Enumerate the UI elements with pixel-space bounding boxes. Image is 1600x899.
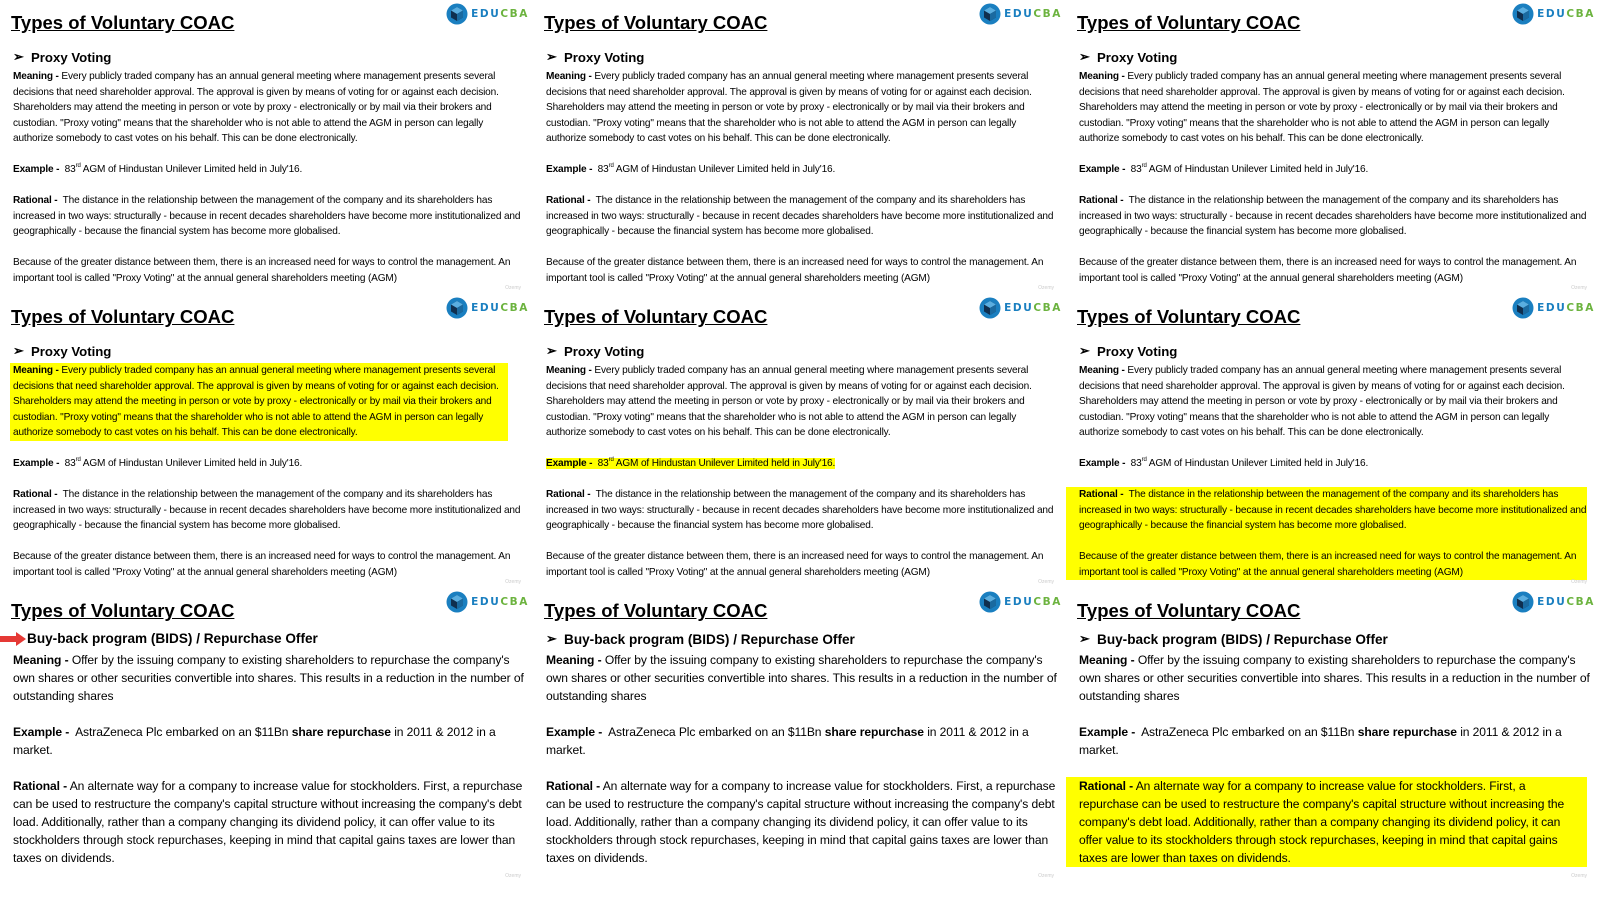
rational-label: Rational - (546, 779, 601, 793)
meaning-text: Offer by the issuing company to existing shareholders to repurchase the company's own shares or other securities convertible into shares. This results in a reduction in the number of outstanding shares (546, 653, 1057, 703)
watermark: Ozemy (1038, 285, 1054, 291)
rational-paragraph (546, 193, 1058, 286)
rational-text: The distance in the relationship between the management of the company and its shareholders has increased in two ways: structurally - because in recent decades shareholders have become more institutionalized and geographically - because the financial system has become more globalised. (13, 195, 521, 237)
rational-text: The distance in the relationship between the management of the company and its shareholders has increased in two ways: structurally - because in recent decades shareholders have become more institutionalized and geographically - because the financial system has become more globalised. (1079, 489, 1587, 531)
educba-logo-text: EDUCBA (471, 302, 529, 314)
example-label: Example - (546, 458, 593, 469)
rational-label: Rational - (1079, 779, 1134, 793)
section-heading (546, 49, 644, 65)
rational-text: An alternate way for a company to increase value for stockholders. First, a repurchase can be used to restructure the company's capital structure without increasing the company's debt load. Additionally, rather than a company changing its dividend policy, it can offer value to its stockholders through stock repurchases, keeping in mind that capital gains taxes are lower than taxes on dividends. (546, 779, 1056, 865)
section-heading-label: Buy-back program (BIDS) / Repurchase Offer (27, 631, 318, 646)
example-text-end: in 2011 & 2012 in a market. (1079, 725, 1562, 757)
closing-text: Because of the greater distance between them, there is an increased need for ways to control the management. An important tool is called "Proxy Voting" at the annual general shareholders meeting (AGM) (546, 551, 1044, 578)
slide-7 (0, 588, 533, 887)
rational-label: Rational - (1079, 489, 1124, 500)
meaning-label: Meaning - (13, 653, 69, 667)
educba-logo (446, 297, 529, 319)
example-paragraph (546, 456, 1058, 472)
meaning-label: Meaning - (13, 365, 59, 376)
educba-logo-icon (1512, 591, 1534, 613)
example-text-end: in 2011 & 2012 in a market. (546, 725, 1029, 757)
red-arrow-icon (0, 632, 26, 646)
educba-logo-text: EDUCBA (1537, 596, 1595, 608)
bullet-arrow-icon: ➢ (1079, 49, 1090, 64)
meaning-label: Meaning - (546, 71, 592, 82)
section-heading (13, 49, 111, 65)
meaning-paragraph (546, 69, 1058, 147)
example-suffix: rd (75, 457, 81, 463)
section-heading (1079, 631, 1388, 647)
slide-title: Types of Voluntary COAC (544, 600, 768, 621)
section-heading (1079, 343, 1177, 359)
educba-logo-text: EDUCBA (1537, 8, 1595, 20)
slide-1 (0, 0, 533, 299)
example-label: Example - (13, 725, 70, 739)
slide-title: Types of Voluntary COAC (1077, 12, 1301, 33)
educba-logo-text: EDUCBA (1004, 596, 1062, 608)
section-heading-label: Proxy Voting (31, 49, 112, 65)
bullet-arrow-icon: ➢ (546, 631, 557, 646)
example-text-start: AstraZeneca Plc embarked on an $11Bn (1141, 725, 1355, 739)
educba-logo-icon (979, 3, 1001, 25)
meaning-text: Offer by the issuing company to existing shareholders to repurchase the company's own shares or other securities convertible into shares. This results in a reduction in the number of outstanding shares (13, 653, 524, 703)
rational-label: Rational - (546, 195, 591, 206)
example-text-start: AstraZeneca Plc embarked on an $11Bn (608, 725, 822, 739)
meaning-paragraph (1079, 363, 1591, 441)
rational-text: An alternate way for a company to increase value for stockholders. First, a repurchase can be used to restructure the company's capital structure without increasing the company's debt load. Additionally, rather than a company changing its dividend policy, it can offer value to its stockholders through stock repurchases, keeping in mind that capital gains taxes are lower than taxes on dividends. (1079, 779, 1565, 865)
section-heading-label: Proxy Voting (564, 49, 645, 65)
meaning-label: Meaning - (1079, 365, 1125, 376)
meaning-paragraph (546, 363, 1058, 441)
section-heading-label: Buy-back program (BIDS) / Repurchase Offer (564, 631, 855, 647)
watermark: Ozemy (1571, 873, 1587, 879)
educba-logo-icon (979, 297, 1001, 319)
rational-label: Rational - (546, 489, 591, 500)
closing-text: Because of the greater distance between them, there is an increased need for ways to control the management. An important tool is called "Proxy Voting" at the annual general shareholders meeting (AGM) (13, 551, 511, 578)
example-number: 83 (1130, 458, 1142, 469)
watermark: Ozemy (505, 873, 521, 879)
bullet-arrow-icon: ➢ (546, 343, 557, 358)
bullet-arrow-icon: ➢ (13, 343, 24, 358)
example-suffix: rd (75, 163, 81, 169)
meaning-label: Meaning - (1079, 71, 1125, 82)
slide-title: Types of Voluntary COAC (1077, 600, 1301, 621)
slide-title: Types of Voluntary COAC (11, 12, 235, 33)
educba-logo (979, 591, 1062, 613)
meaning-text: Every publicly traded company has an annual general meeting where management presents several decisions that need shareholder approval. The approval is given by means of voting for or against each decision. Shareholders may attend the meeting in person or vote by proxy - electronically or by mail via their brokers and custodian. "Proxy voting" means that the shareholder who is not able to attend the AGM in person can legally authorize somebody to cast votes on his behalf. This can be done electronically. (1079, 71, 1565, 144)
example-paragraph (546, 162, 1058, 178)
example-label: Example - (13, 458, 60, 469)
meaning-label: Meaning - (13, 71, 59, 82)
slide-title: Types of Voluntary COAC (11, 600, 235, 621)
rational-paragraph (1066, 777, 1587, 867)
rational-paragraph (546, 487, 1058, 580)
example-paragraph (1079, 162, 1591, 178)
example-label: Example - (546, 725, 603, 739)
rational-paragraph (546, 777, 1058, 867)
rational-label: Rational - (13, 195, 58, 206)
example-text: AGM of Hindustan Unilever Limited held in July'16. (1148, 164, 1369, 175)
meaning-text: Every publicly traded company has an annual general meeting where management presents several decisions that need shareholder approval. The approval is given by means of voting for or against each decision. Shareholders may attend the meeting in person or vote by proxy - electronically or by mail via their brokers and custodian. "Proxy voting" means that the shareholder who is not able to attend the AGM in person can legally authorize somebody to cast votes on his behalf. This can be done electronically. (546, 365, 1032, 438)
watermark: Ozemy (1038, 579, 1054, 585)
educba-logo-text: EDUCBA (1537, 302, 1595, 314)
section-heading (13, 631, 318, 646)
rational-label: Rational - (13, 779, 68, 793)
example-number: 83 (1130, 164, 1142, 175)
educba-logo-text: EDUCBA (471, 8, 529, 20)
rational-text: The distance in the relationship between the management of the company and its shareholders has increased in two ways: structurally - because in recent decades shareholders have become more institutionalized and geographically - because the financial system has become more globalised. (1079, 195, 1587, 237)
educba-logo-text: EDUCBA (1004, 8, 1062, 20)
rational-text: The distance in the relationship between the management of the company and its shareholders has increased in two ways: structurally - because in recent decades shareholders have become more institutionalized and geographically - because the financial system has become more globalised. (13, 489, 521, 531)
educba-logo-icon (446, 3, 468, 25)
rational-paragraph (13, 193, 525, 286)
closing-text: Because of the greater distance between them, there is an increased need for ways to control the management. An important tool is called "Proxy Voting" at the annual general shareholders meeting (AGM) (1079, 551, 1577, 578)
section-heading-label: Proxy Voting (1097, 343, 1178, 359)
example-number: 83 (64, 164, 76, 175)
example-label: Example - (13, 164, 60, 175)
meaning-paragraph (13, 69, 525, 147)
rational-label: Rational - (13, 489, 58, 500)
example-suffix: rd (1141, 163, 1147, 169)
closing-text: Because of the greater distance between them, there is an increased need for ways to control the management. An important tool is called "Proxy Voting" at the annual general shareholders meeting (AGM) (546, 257, 1044, 284)
rational-paragraph (1066, 487, 1587, 580)
rational-text: The distance in the relationship between the management of the company and its shareholders has increased in two ways: structurally - because in recent decades shareholders have become more institutionalized and geographically - because the financial system has become more globalised. (546, 489, 1054, 531)
meaning-paragraph (13, 651, 525, 705)
example-text-end: in 2011 & 2012 in a market. (13, 725, 496, 757)
example-label: Example - (1079, 725, 1136, 739)
section-heading (546, 343, 644, 359)
rational-paragraph (13, 777, 525, 867)
example-suffix: rd (1141, 457, 1147, 463)
meaning-paragraph (546, 651, 1058, 705)
slide-title: Types of Voluntary COAC (11, 306, 235, 327)
bullet-arrow-icon: ➢ (13, 49, 24, 64)
slide-title: Types of Voluntary COAC (544, 306, 768, 327)
educba-logo-icon (1512, 3, 1534, 25)
watermark: Ozemy (1571, 285, 1587, 291)
meaning-text: Every publicly traded company has an annual general meeting where management presents several decisions that need shareholder approval. The approval is given by means of voting for or against each decision. Shareholders may attend the meeting in person or vote by proxy - electronically or by mail via their brokers and custodian. "Proxy voting" means that the shareholder who is not able to attend the AGM in person can legally authorize somebody to cast votes on his behalf. This can be done electronically. (13, 71, 499, 144)
educba-logo-icon (979, 591, 1001, 613)
section-heading (1079, 49, 1177, 65)
example-paragraph (13, 162, 525, 178)
educba-logo-text: EDUCBA (471, 596, 529, 608)
rational-text: An alternate way for a company to increase value for stockholders. First, a repurchase can be used to restructure the company's capital structure without increasing the company's debt load. Additionally, rather than a company changing its dividend policy, it can offer value to its stockholders through stock repurchases, keeping in mind that capital gains taxes are lower than taxes on dividends. (13, 779, 523, 865)
meaning-paragraph (10, 363, 508, 441)
section-heading-label: Proxy Voting (564, 343, 645, 359)
educba-logo-icon (446, 591, 468, 613)
example-label: Example - (1079, 458, 1126, 469)
example-bold-term: share repurchase (824, 725, 924, 739)
example-text: AGM of Hindustan Unilever Limited held in July'16. (615, 164, 836, 175)
section-heading (546, 631, 855, 647)
closing-text: Because of the greater distance between them, there is an increased need for ways to control the management. An important tool is called "Proxy Voting" at the annual general shareholders meeting (AGM) (13, 257, 511, 284)
slide-6 (1066, 294, 1599, 593)
meaning-paragraph (1079, 651, 1591, 705)
section-heading-label: Buy-back program (BIDS) / Repurchase Offer (1097, 631, 1388, 647)
educba-logo-icon (1512, 297, 1534, 319)
meaning-label: Meaning - (546, 653, 602, 667)
slide-9 (1066, 588, 1599, 887)
rational-text: The distance in the relationship between the management of the company and its shareholders has increased in two ways: structurally - because in recent decades shareholders have become more institutionalized and geographically - because the financial system has become more globalised. (546, 195, 1054, 237)
meaning-text: Every publicly traded company has an annual general meeting where management presents several decisions that need shareholder approval. The approval is given by means of voting for or against each decision. Shareholders may attend the meeting in person or vote by proxy - electronically or by mail via their brokers and custodian. "Proxy voting" means that the shareholder who is not able to attend the AGM in person can legally authorize somebody to cast votes on his behalf. This can be done electronically. (1079, 365, 1565, 438)
example-paragraph (13, 723, 525, 759)
meaning-label: Meaning - (546, 365, 592, 376)
example-label: Example - (1079, 164, 1126, 175)
rational-paragraph (1079, 193, 1591, 286)
slide-3 (1066, 0, 1599, 299)
educba-logo-icon (446, 297, 468, 319)
slide-5 (533, 294, 1066, 593)
meaning-label: Meaning - (1079, 653, 1135, 667)
example-text: AGM of Hindustan Unilever Limited held in July'16. (1148, 458, 1369, 469)
slide-title: Types of Voluntary COAC (544, 12, 768, 33)
example-text: AGM of Hindustan Unilever Limited held in July'16. (615, 458, 836, 469)
bullet-arrow-icon: ➢ (1079, 631, 1090, 646)
section-heading-label: Proxy Voting (31, 343, 112, 359)
rational-label: Rational - (1079, 195, 1124, 206)
slide-title: Types of Voluntary COAC (1077, 306, 1301, 327)
example-bold-term: share repurchase (291, 725, 391, 739)
example-number: 83 (597, 164, 609, 175)
educba-logo (979, 3, 1062, 25)
example-paragraph (546, 723, 1058, 759)
section-heading-label: Proxy Voting (1097, 49, 1178, 65)
watermark: Ozemy (1571, 579, 1587, 585)
educba-logo (446, 591, 529, 613)
meaning-text: Every publicly traded company has an annual general meeting where management presents several decisions that need shareholder approval. The approval is given by means of voting for or against each decision. Shareholders may attend the meeting in person or vote by proxy - electronically or by mail via their brokers and custodian. "Proxy voting" means that the shareholder who is not able to attend the AGM in person can legally authorize somebody to cast votes on his behalf. This can be done electronically. (13, 365, 499, 438)
example-label: Example - (546, 164, 593, 175)
example-text: AGM of Hindustan Unilever Limited held in July'16. (82, 164, 303, 175)
bullet-arrow-icon: ➢ (1079, 343, 1090, 358)
bullet-arrow-icon: ➢ (546, 49, 557, 64)
educba-logo-text: EDUCBA (1004, 302, 1062, 314)
example-bold-term: share repurchase (1357, 725, 1457, 739)
closing-text: Because of the greater distance between them, there is an increased need for ways to control the management. An important tool is called "Proxy Voting" at the annual general shareholders meeting (AGM) (1079, 257, 1577, 284)
example-suffix: rd (608, 163, 614, 169)
example-number: 83 (597, 458, 609, 469)
rational-paragraph (13, 487, 525, 580)
educba-logo (446, 3, 529, 25)
example-paragraph (13, 456, 525, 472)
example-paragraph (1079, 456, 1591, 472)
slide-8 (533, 588, 1066, 887)
slide-2 (533, 0, 1066, 299)
educba-logo (1512, 3, 1595, 25)
educba-logo (1512, 591, 1595, 613)
section-heading (13, 343, 111, 359)
watermark: Ozemy (505, 285, 521, 291)
slide-4 (0, 294, 533, 593)
educba-logo (979, 297, 1062, 319)
meaning-text: Every publicly traded company has an annual general meeting where management presents several decisions that need shareholder approval. The approval is given by means of voting for or against each decision. Shareholders may attend the meeting in person or vote by proxy - electronically or by mail via their brokers and custodian. "Proxy voting" means that the shareholder who is not able to attend the AGM in person can legally authorize somebody to cast votes on his behalf. This can be done electronically. (546, 71, 1032, 144)
example-paragraph (1079, 723, 1591, 759)
example-number: 83 (64, 458, 76, 469)
meaning-paragraph (1079, 69, 1591, 147)
meaning-text: Offer by the issuing company to existing shareholders to repurchase the company's own shares or other securities convertible into shares. This results in a reduction in the number of outstanding shares (1079, 653, 1590, 703)
example-text: AGM of Hindustan Unilever Limited held in July'16. (82, 458, 303, 469)
educba-logo (1512, 297, 1595, 319)
example-text-start: AstraZeneca Plc embarked on an $11Bn (75, 725, 289, 739)
example-suffix: rd (608, 457, 614, 463)
watermark: Ozemy (1038, 873, 1054, 879)
watermark: Ozemy (505, 579, 521, 585)
